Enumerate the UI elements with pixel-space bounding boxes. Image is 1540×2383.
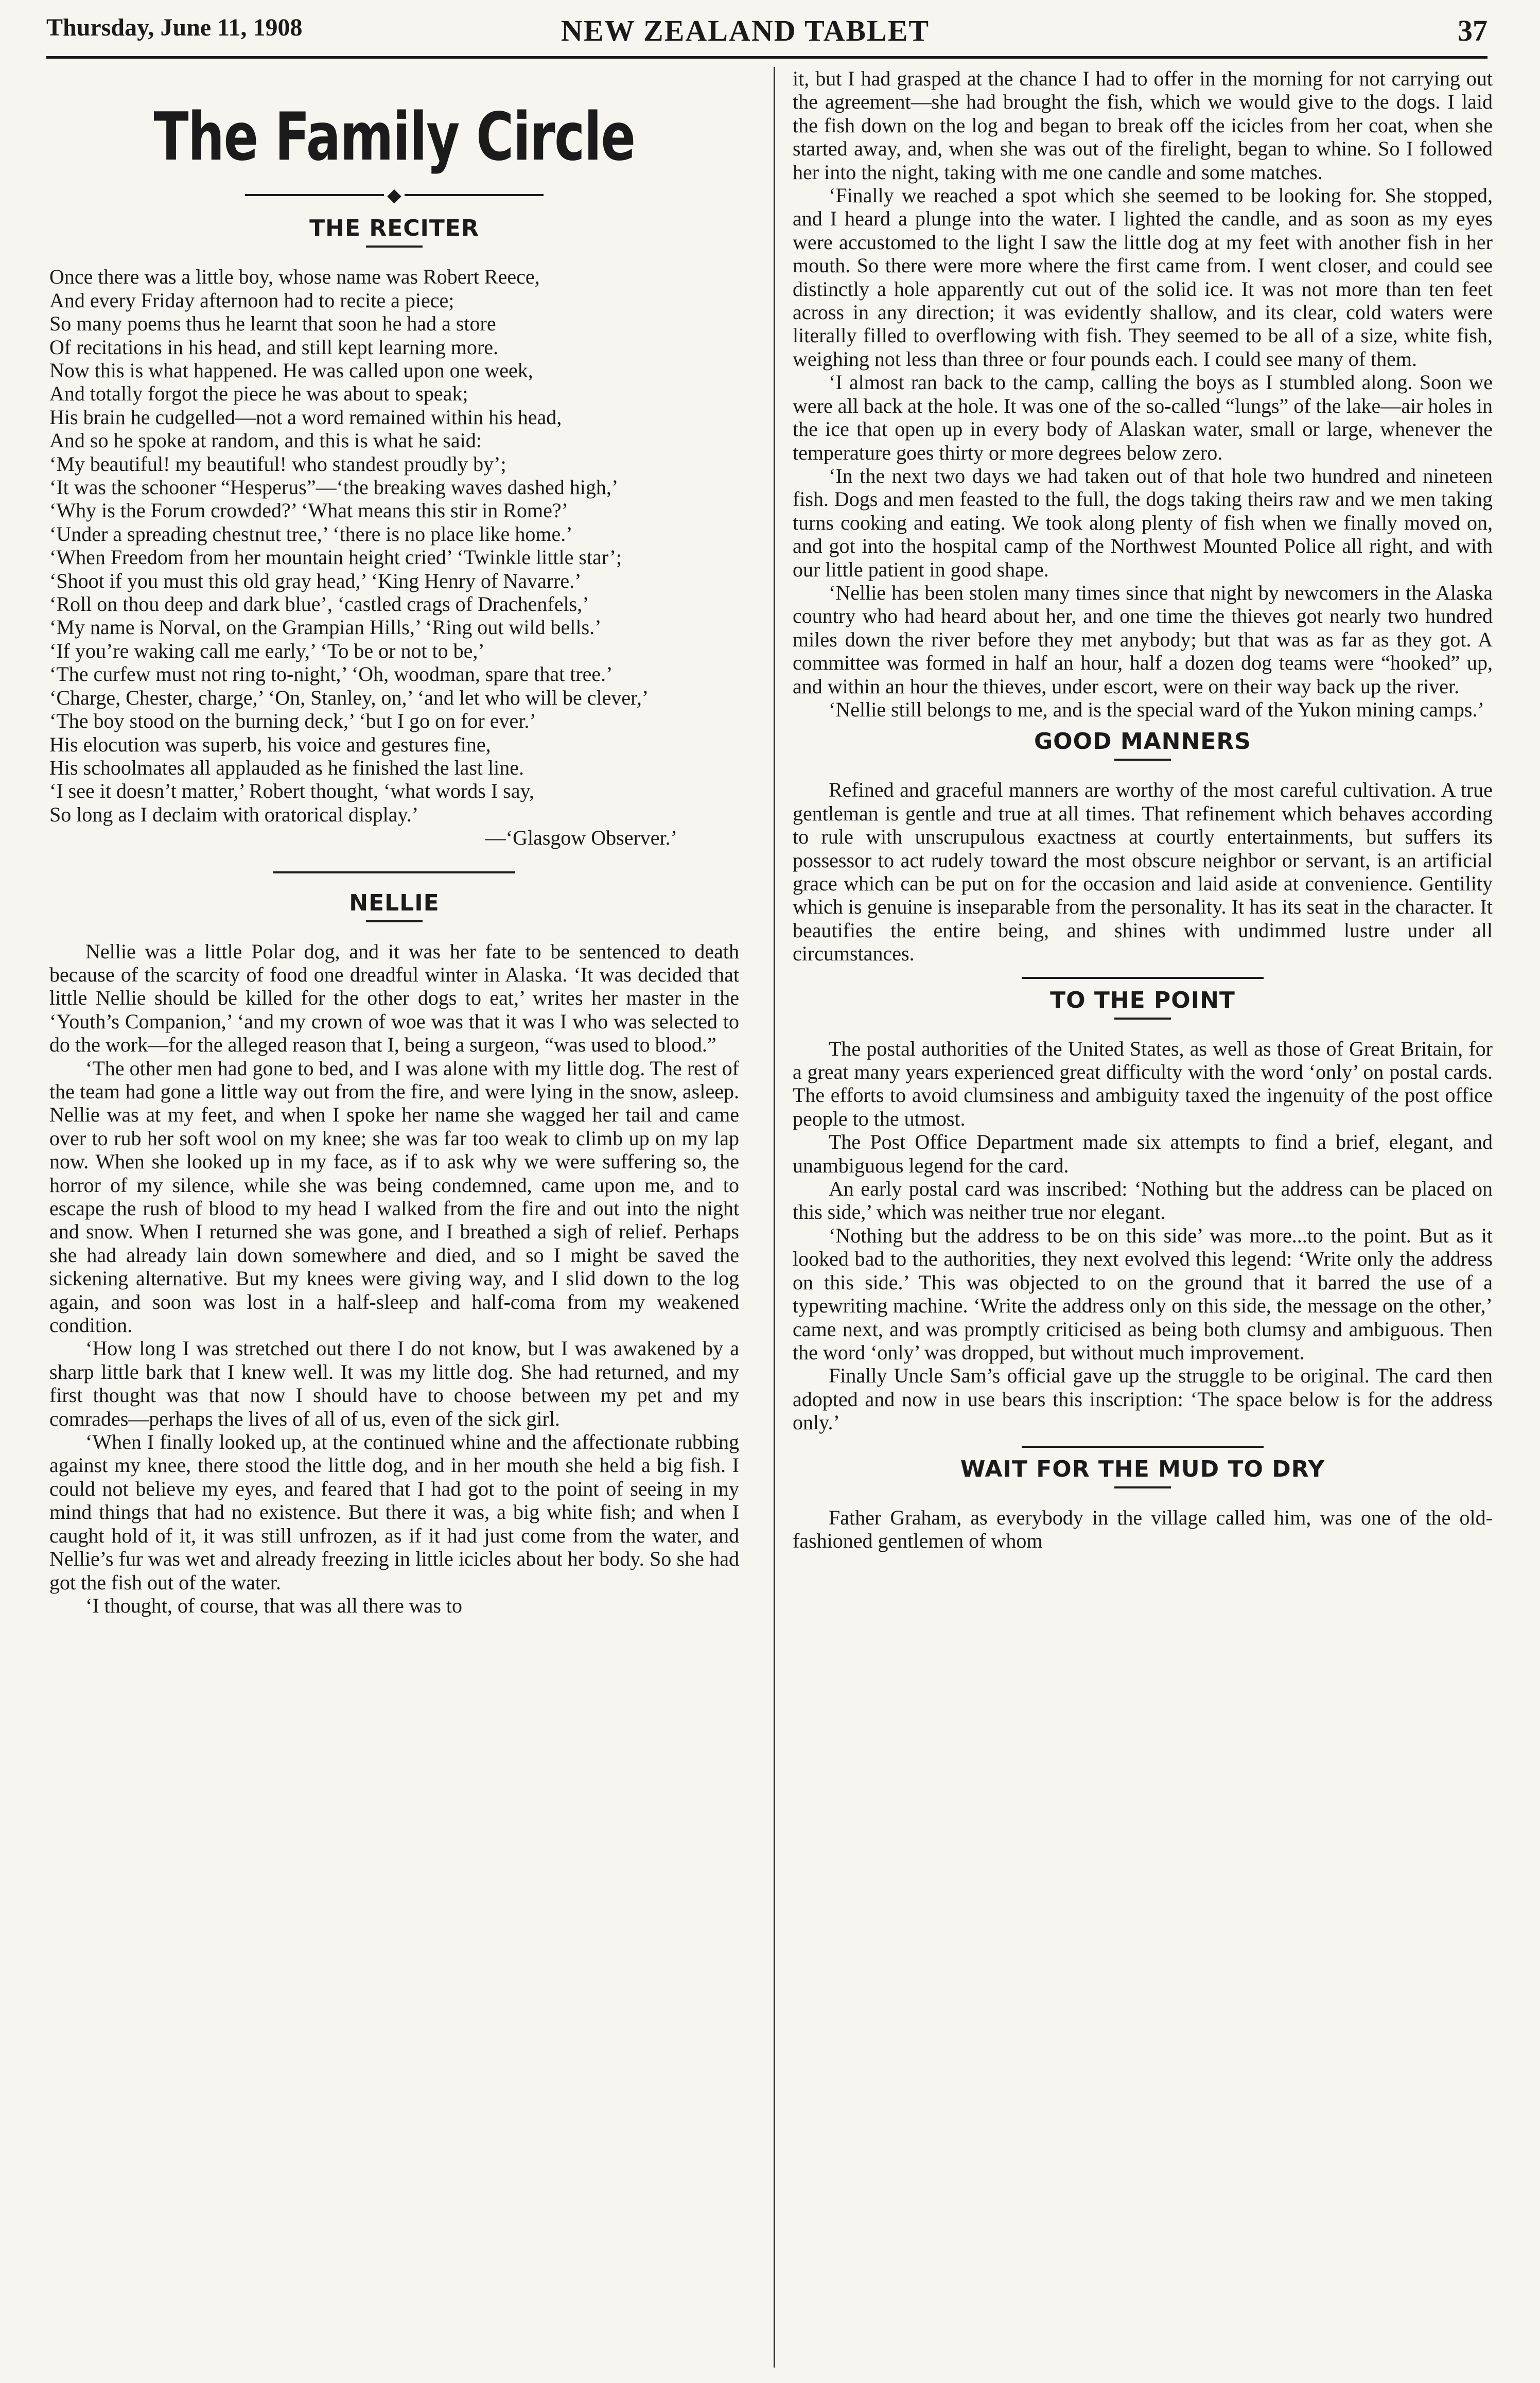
right-column xyxy=(793,67,1493,2373)
poem-line: So many poems thus he learnt that soon he had a store xyxy=(49,312,496,336)
article-separator xyxy=(273,871,515,873)
good-manners-article xyxy=(793,778,1493,965)
section-rule xyxy=(366,246,423,248)
poem-line: ‘I see it doesn’t matter,’ Robert thought, ‘what words I say, xyxy=(49,779,534,803)
poem-line: So long as I declaim with oratorical display.’ xyxy=(49,802,419,826)
poem-line: Of recitations in his head, and still kept learning more. xyxy=(49,335,498,359)
poem-line: ‘The curfew must not ring to-night,’ ‘Oh, woodman, spare that tree.’ xyxy=(49,662,613,686)
poem-line: ‘The boy stood on the burning deck,’ ‘but I go on for ever.’ xyxy=(49,709,536,733)
paragraph: ‘Finally we reached a spot which she seemed to be looking for. She stopped, and I heard a plunge into the water. I lighted the candle, and as soon as my eyes were accustomed to the light I saw the little dog at my feet with another fish in her mouth. So there were more where the first came from. I went closer, and could see distinctly a hole apparently cut out of the solid ice. It was not more than ten feet across in any direction; it was evidently shallow, and its clear, cold waters were literally filled to overflowing with fish. They seemed to be all of a size, white fish, weighing not less than three or four pounds each. I could see many of them. xyxy=(793,184,1493,371)
paragraph: ‘In the next two days we had taken out of that hole two hundred and nineteen fish. Dogs and men feasted to the full, the dogs taking theirs raw and we men taking turns cooking and eating. We took along plenty of fish when we finally moved on, and got into the hospital camp of the Northwest Mounted Police all right, and with our little patient in good shape. xyxy=(793,464,1493,581)
nellie-continued xyxy=(793,67,1493,721)
paragraph: ‘When I finally looked up, at the continued whine and the affectionate rubbing against my knee, there stood the little dog, and in her mouth she held a big fish. I could not believe my eyes, and feared that I had got to the point of seeing in my mind things that had no existence. But there it was, a big white fish; and when I caught hold of it, it was still unfrozen, as if it had just come from the water, and Nellie’s fur was wet and already freezing in little icicles about her body. So she had got the fish out of the water. xyxy=(49,1430,739,1594)
paragraph: Refined and graceful manners are worthy of the most careful cultivation. A true gentleman is gentle and true at all times. That refinement which behaves according to rule with unscrupulous exactness at courtly entertainments, but suffers its possessor to act rudely toward the most obscure neighbor or servant, is an artificial grace which can be put on for the occasion and laid aside at convenience. Gentility which is genuine is inseparable from the personality. It has its seat in the character. It beautifies the entire being, and shines with undimmed lustre under all circumstances. xyxy=(793,778,1493,966)
masthead xyxy=(46,9,1487,59)
left-column xyxy=(49,67,739,2373)
poem-line: His brain he cudgelled—not a word remained within his head, xyxy=(49,405,562,429)
nellie-article xyxy=(49,940,739,1618)
section-rule xyxy=(366,920,423,922)
poem-line: ‘When Freedom from her mountain height cried’ ‘Twinkle little star’; xyxy=(49,546,622,569)
issue-date: Thursday, June 11, 1908 xyxy=(46,14,303,41)
section-rule xyxy=(1114,1018,1171,1020)
poem-line: ‘My beautiful! my beautiful! who standest proudly by’; xyxy=(49,452,506,476)
poem-line: ‘Roll on thou deep and dark blue’, ‘castled crags of Drachenfels,’ xyxy=(49,592,589,616)
ornamental-rule xyxy=(49,185,739,206)
poem-line: ‘Why is the Forum crowded?’ ‘What means this stir in Rome?’ xyxy=(49,499,568,522)
poem-line: ‘If you’re waking call me early,’ ‘To be or not to be,’ xyxy=(49,639,485,662)
section-title-to-the-point: TO THE POINT xyxy=(1050,987,1235,1013)
section-title-nellie: NELLIE xyxy=(349,889,440,916)
column-divider xyxy=(774,67,775,2368)
poem-line: ‘Under a spreading chestnut tree,’ ‘there is no place like home.’ xyxy=(49,522,573,546)
to-the-point-article xyxy=(793,1037,1493,1434)
rule-line xyxy=(405,194,544,196)
poem-line: And so he spoke at random, and this is what he said: xyxy=(49,429,482,452)
poem-line: And totally forgot the piece he was about to speak; xyxy=(49,382,468,406)
mud-article xyxy=(793,1506,1493,1553)
poem-line: ‘My name is Norval, on the Grampian Hills,’ ‘Ring out wild bells.’ xyxy=(49,616,602,639)
paragraph: ‘Nellie has been stolen many times since that night by newcomers in the Alaska country who had heard about her, and one time the thieves got nearly two hundred miles down the river before they met anybody; but that was as far as they got. A committee was formed in half an hour, half a dozen dog teams were “hooked” up, and within an hour the thieves, under escort, were on their way back up the river. xyxy=(793,581,1493,698)
paragraph: ‘Nothing but the address to be on this side’ was more...to the point. But as it looked bad to the authorities, they next evolved this legend: ‘Write only the address on this side.’ This was objected to on the ground that it barred the use of a typewriting machine. ‘Write the address only on this side, the message on the other,’ came next, and was promptly criticised as being both clumsy and ambiguous. Then the word ‘only’ was dropped, but without much improvement. xyxy=(793,1223,1493,1364)
article-separator xyxy=(1022,1446,1264,1448)
page-number: 37 xyxy=(1458,14,1487,47)
poem-line: And every Friday afternoon had to recite a piece; xyxy=(49,288,454,312)
paragraph: The Post Office Department made six attempts to find a brief, elegant, and unambiguous legend for the card. xyxy=(793,1130,1493,1177)
paragraph: An early postal card was inscribed: ‘Nothing but the address can be placed on this side,’ which was neither true nor elegant. xyxy=(793,1177,1493,1224)
diamond-icon: ◆ xyxy=(387,185,401,206)
paragraph: ‘I almost ran back to the camp, calling the boys as I stumbled along. Soon we were all back at the hole. It was one of the so-called “lungs” of the lake—air holes in the ice that open up in every body of Alaskan water, small or large, whenever the temperature goes thirty or more degrees below zero. xyxy=(793,371,1493,464)
section-title-mud: WAIT FOR THE MUD TO DRY xyxy=(960,1456,1325,1482)
poem-line: ‘It was the schooner “Hesperus”—‘the breaking waves dashed high,’ xyxy=(49,476,619,499)
paragraph: Finally Uncle Sam’s official gave up the struggle to be original. The card then adopted and now in use bears this inscription: ‘The space below is for the address only.’ xyxy=(793,1364,1493,1434)
poem-line: Now this is what happened. He was called upon one week, xyxy=(49,359,533,382)
section-rule xyxy=(1114,759,1171,761)
poem-line: His elocution was superb, his voice and gestures fine, xyxy=(49,732,491,756)
paragraph: Nellie was a little Polar dog, and it was her fate to be sentenced to death because of the scarcity of food one dreadful winter in Alaska. ‘It was decided that little Nellie should be killed for the other dogs to eat,’ writes her master in the ‘Youth’s Companion,’ ‘and my crown of woe was that it was I who was selected to do the work—for the alleged reason that I, being a surgeon, “was used to blood.” xyxy=(49,939,739,1057)
reciter-poem xyxy=(49,265,739,826)
paragraph: The postal authorities of the United States, as well as those of Great Britain, for a great many years experienced great difficulty with the word ‘only’ on postal cards. The efforts to avoid clumsiness and ambiguity taxed the ingenuity of the post office people to the utmost. xyxy=(793,1037,1493,1130)
section-rule xyxy=(1114,1486,1171,1488)
poem-line: His schoolmates all applauded as he finished the last line. xyxy=(49,756,524,779)
paragraph: it, but I had grasped at the chance I had to offer in the morning for not carrying out the agreement—she had brought the fish, which we would give to the dogs. I laid the fish down on the log and began to break off the icicles from her coat, when she started away, and, when she was out of the firelight, began to whine. So I followed her into the night, taking with me one candle and some matches. xyxy=(793,67,1493,184)
rule-line xyxy=(245,194,384,196)
paragraph: ‘The other men had gone to bed, and I was alone with my little dog. The rest of the team had gone a little way out from the fire, and were lying in the snow, asleep. Nellie was at my feet, and when I spoke her name she wagged her tail and came over to rub her soft wool on my knee; she was far too weak to climb up on my lap now. When she looked up in my face, as if to ask why we were suffering so, the horror of my silence, while she was being condemned, came upon me, and to escape the rush of blood to my head I walked from the fire and out into the night and snow. When I returned she was gone, and I breathed a sigh of relief. Perhaps she had already lain down somewhere and died, and so I might be saved the sickening alternative. But my knees were giving way, and I slid down to the log again, and soon was lost in a half-sleep and half-coma from my weakened condition. xyxy=(49,1056,739,1337)
poem-line: ‘Charge, Chester, charge,’ ‘On, Stanley, on,’ ‘and let who will be clever,’ xyxy=(49,686,649,709)
poem-line: Once there was a little boy, whose name was Robert Reece, xyxy=(49,265,540,289)
article-separator xyxy=(1022,977,1264,979)
feature-title: The Family Circle xyxy=(153,99,635,176)
section-title-good-manners: GOOD MANNERS xyxy=(1034,728,1251,755)
paragraph: ‘I thought, of course, that was all there was to xyxy=(85,1593,463,1617)
attribution: —‘Glasgow Observer.’ xyxy=(485,826,677,850)
paragraph: Father Graham, as everybody in the village called him, was one of the old-fashioned gentlemen of whom xyxy=(793,1505,1493,1552)
publication-name: NEW ZEALAND TABLET xyxy=(561,14,930,47)
paragraph: ‘How long I was stretched out there I do not know, but I was awakened by a sharp little bark that I knew well. It was my little dog. She had returned, and my first thought was that now I should have to choose between my pet and my comrades—perhaps the lives of all of us, even of the sick girl. xyxy=(49,1337,739,1430)
poem-line: ‘Shoot if you must this old gray head,’ ‘King Henry of Navarre.’ xyxy=(49,569,582,592)
section-title-reciter: THE RECITER xyxy=(309,215,479,242)
paragraph: ‘Nellie still belongs to me, and is the special ward of the Yukon mining camps.’ xyxy=(829,697,1484,721)
